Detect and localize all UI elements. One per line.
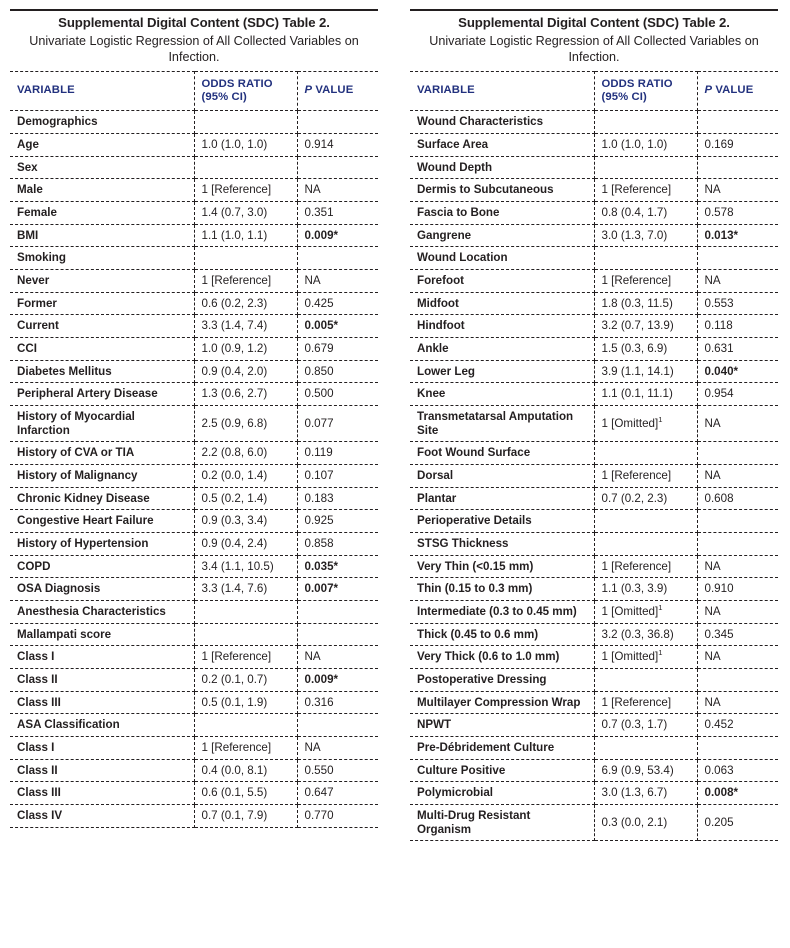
- table-row: [10, 669, 378, 692]
- cell-variable: ASA Classification: [10, 714, 194, 737]
- table-subtitle-left: Univariate Logistic Regression of All Collected Variables on Infection.: [29, 33, 359, 65]
- cell-p-value: 0.578: [697, 201, 778, 224]
- cell-p-value: 0.107: [297, 465, 378, 488]
- cell-odds-ratio: 0.9 (0.3, 3.4): [194, 510, 297, 533]
- column-header-variable: VARIABLE: [10, 71, 194, 111]
- cell-odds-ratio: [594, 442, 697, 465]
- cell-variable: Polymicrobial: [410, 782, 594, 805]
- table-row: [10, 759, 378, 782]
- table-row: [410, 179, 778, 202]
- cell-p-value: 0.005*: [297, 315, 378, 338]
- odds-ratio-label-line2: (95% CI): [201, 90, 247, 103]
- cell-variable: Multi-Drug Resistant Organism: [410, 805, 594, 841]
- cell-variable: Class I: [10, 737, 194, 760]
- table-row: [410, 737, 778, 760]
- cell-p-value: NA: [297, 179, 378, 202]
- cell-p-value: 0.008*: [697, 782, 778, 805]
- table-row: [10, 442, 378, 465]
- cell-p-value: 0.077: [297, 406, 378, 442]
- cell-p-value: 0.013*: [697, 224, 778, 247]
- table-row: [10, 714, 378, 737]
- cell-variable: Current: [10, 315, 194, 338]
- cell-variable: Former: [10, 292, 194, 315]
- table-row: [410, 805, 778, 841]
- table-row: [410, 465, 778, 488]
- cell-p-value: 0.169: [697, 133, 778, 156]
- cell-odds-ratio: [194, 601, 297, 624]
- cell-p-value: [697, 669, 778, 692]
- cell-variable: Sex: [10, 156, 194, 179]
- cell-p-value: NA: [697, 269, 778, 292]
- cell-odds-ratio: 0.2 (0.1, 0.7): [194, 669, 297, 692]
- cell-odds-ratio: 3.2 (0.3, 36.8): [594, 623, 697, 646]
- cell-p-value: NA: [697, 691, 778, 714]
- cell-p-value: NA: [697, 179, 778, 202]
- table-row: [10, 406, 378, 442]
- cell-odds-ratio: [194, 156, 297, 179]
- table-row: [410, 269, 778, 292]
- table-row: [410, 315, 778, 338]
- cell-variable: History of Malignancy: [10, 465, 194, 488]
- cell-p-value: NA: [297, 737, 378, 760]
- cell-variable: Demographics: [10, 111, 194, 134]
- cell-variable: Female: [10, 201, 194, 224]
- cell-odds-ratio: 1.0 (1.0, 1.0): [194, 133, 297, 156]
- cell-p-value: [697, 533, 778, 556]
- cell-odds-ratio: 1 [Reference]: [194, 646, 297, 669]
- cell-odds-ratio: 3.0 (1.3, 6.7): [594, 782, 697, 805]
- table-row: [410, 759, 778, 782]
- table-row: [410, 669, 778, 692]
- table-header-row: [10, 71, 378, 111]
- table-row: [10, 623, 378, 646]
- table-row: [10, 737, 378, 760]
- table-row: [410, 691, 778, 714]
- cell-odds-ratio: 1 [Reference]: [594, 691, 697, 714]
- cell-p-value: 0.770: [297, 805, 378, 828]
- cell-p-value: [297, 714, 378, 737]
- odds-ratio-label-line1: ODDS RATIO: [201, 77, 273, 90]
- cell-p-value: [297, 247, 378, 270]
- footnote-marker: 1: [658, 648, 663, 658]
- table-row: [10, 133, 378, 156]
- cell-variable: Wound Location: [410, 247, 594, 270]
- cell-variable: Class III: [10, 782, 194, 805]
- cell-variable: Surface Area: [410, 133, 594, 156]
- cell-odds-ratio: [194, 247, 297, 270]
- cell-variable: Plantar: [410, 487, 594, 510]
- cell-p-value: 0.679: [297, 337, 378, 360]
- cell-odds-ratio: 6.9 (0.9, 53.4): [594, 759, 697, 782]
- cell-p-value: 0.119: [297, 442, 378, 465]
- p-value-italic-p: P: [704, 84, 713, 97]
- cell-odds-ratio: 0.7 (0.1, 7.9): [194, 805, 297, 828]
- cell-variable: History of Myocardial Infarction: [10, 406, 194, 442]
- table-row: [10, 156, 378, 179]
- cell-variable: NPWT: [410, 714, 594, 737]
- cell-p-value: 0.009*: [297, 224, 378, 247]
- cell-odds-ratio: [594, 737, 697, 760]
- cell-p-value: [297, 623, 378, 646]
- cell-p-value: 0.631: [697, 337, 778, 360]
- table-row: [410, 510, 778, 533]
- cell-odds-ratio: 0.9 (0.4, 2.4): [194, 533, 297, 556]
- cell-p-value: 0.925: [297, 510, 378, 533]
- cell-odds-ratio: 3.0 (1.3, 7.0): [594, 224, 697, 247]
- table-row: [410, 247, 778, 270]
- cell-odds-ratio: 1 [Omitted]$^1$: [594, 646, 697, 669]
- cell-p-value: 0.040*: [697, 360, 778, 383]
- table-row: [410, 156, 778, 179]
- cell-p-value: NA: [697, 406, 778, 442]
- cell-odds-ratio: 1.4 (0.7, 3.0): [194, 201, 297, 224]
- cell-odds-ratio: 1 [Reference]: [594, 465, 697, 488]
- cell-odds-ratio: 1 [Reference]: [194, 269, 297, 292]
- cell-variable: Male: [10, 179, 194, 202]
- cell-odds-ratio: 3.9 (1.1, 14.1): [594, 360, 697, 383]
- cell-variable: Wound Depth: [410, 156, 594, 179]
- table-row: [410, 714, 778, 737]
- cell-variable: Class II: [10, 759, 194, 782]
- table-row: [410, 578, 778, 601]
- table-row: [10, 337, 378, 360]
- table-row: [410, 224, 778, 247]
- cell-odds-ratio: 0.4 (0.0, 8.1): [194, 759, 297, 782]
- table-subtitle-right: Univariate Logistic Regression of All Collected Variables on Infection.: [429, 33, 759, 65]
- cell-odds-ratio: 2.2 (0.8, 6.0): [194, 442, 297, 465]
- table-row: [10, 269, 378, 292]
- table-row: [10, 224, 378, 247]
- cell-p-value: [297, 156, 378, 179]
- table-row: [10, 533, 378, 556]
- cell-p-value: 0.351: [297, 201, 378, 224]
- cell-variable: History of CVA or TIA: [10, 442, 194, 465]
- cell-variable: History of Hypertension: [10, 533, 194, 556]
- cell-p-value: 0.425: [297, 292, 378, 315]
- footnote-marker: 1: [658, 414, 663, 424]
- cell-p-value: 0.183: [297, 487, 378, 510]
- cell-p-value: 0.647: [297, 782, 378, 805]
- cell-odds-ratio: 0.8 (0.4, 1.7): [594, 201, 697, 224]
- cell-variable: Dermis to Subcutaneous: [410, 179, 594, 202]
- column-header-p-value: [297, 71, 378, 111]
- cell-p-value: NA: [697, 555, 778, 578]
- table-row: [10, 383, 378, 406]
- table-row: [10, 601, 378, 624]
- column-header-odds-ratio: [594, 71, 697, 111]
- cell-odds-ratio: 0.6 (0.1, 5.5): [194, 782, 297, 805]
- table-row: [410, 646, 778, 669]
- cell-odds-ratio: 1.1 (0.1, 11.1): [594, 383, 697, 406]
- cell-odds-ratio: 1.8 (0.3, 11.5): [594, 292, 697, 315]
- table-row: [410, 487, 778, 510]
- cell-variable: Culture Positive: [410, 759, 594, 782]
- cell-variable: CCI: [10, 337, 194, 360]
- cell-p-value: 0.910: [697, 578, 778, 601]
- cell-odds-ratio: 0.9 (0.4, 2.0): [194, 360, 297, 383]
- table-row: [10, 292, 378, 315]
- table-row: [10, 578, 378, 601]
- cell-variable: Perioperative Details: [410, 510, 594, 533]
- cell-p-value: NA: [297, 646, 378, 669]
- cell-odds-ratio: 0.7 (0.2, 2.3): [594, 487, 697, 510]
- p-value-label-rest: VALUE: [312, 84, 354, 97]
- cell-variable: Class IV: [10, 805, 194, 828]
- univariate-regression-table-left: [10, 71, 378, 828]
- table-row: [410, 555, 778, 578]
- cell-odds-ratio: 3.2 (0.7, 13.9): [594, 315, 697, 338]
- table-row: [10, 646, 378, 669]
- cell-variable: Peripheral Artery Disease: [10, 383, 194, 406]
- column-header-p-value: [697, 71, 778, 111]
- table-row: [410, 133, 778, 156]
- cell-odds-ratio: 0.5 (0.1, 1.9): [194, 691, 297, 714]
- table-body-right: [410, 111, 778, 841]
- cell-variable: Midfoot: [410, 292, 594, 315]
- cell-odds-ratio: [594, 156, 697, 179]
- cell-odds-ratio: [194, 623, 297, 646]
- cell-odds-ratio: 1 [Reference]: [194, 179, 297, 202]
- cell-p-value: 0.954: [697, 383, 778, 406]
- cell-variable: Mallampati score: [10, 623, 194, 646]
- table-row: [10, 805, 378, 828]
- cell-odds-ratio: 1 [Reference]: [194, 737, 297, 760]
- cell-odds-ratio: 1 [Reference]: [594, 179, 697, 202]
- cell-variable: Class II: [10, 669, 194, 692]
- cell-odds-ratio: 1.1 (0.3, 3.9): [594, 578, 697, 601]
- cell-variable: Very Thin (<0.15 mm): [410, 555, 594, 578]
- cell-p-value: NA: [297, 269, 378, 292]
- table-row: [10, 111, 378, 134]
- cell-variable: Transmetatarsal Amputation Site: [410, 406, 594, 442]
- cell-variable: STSG Thickness: [410, 533, 594, 556]
- cell-p-value: NA: [697, 465, 778, 488]
- table-row: [10, 247, 378, 270]
- table-row: [10, 201, 378, 224]
- cell-p-value: 0.500: [297, 383, 378, 406]
- cell-p-value: [297, 111, 378, 134]
- cell-p-value: 0.009*: [297, 669, 378, 692]
- column-header-variable: VARIABLE: [410, 71, 594, 111]
- cell-p-value: 0.035*: [297, 555, 378, 578]
- cell-variable: Intermediate (0.3 to 0.45 mm): [410, 601, 594, 624]
- table-title-left: Supplemental Digital Content (SDC) Table 2.: [58, 15, 330, 30]
- cell-variable: Foot Wound Surface: [410, 442, 594, 465]
- cell-variable: Chronic Kidney Disease: [10, 487, 194, 510]
- cell-variable: Ankle: [410, 337, 594, 360]
- cell-odds-ratio: 0.2 (0.0, 1.4): [194, 465, 297, 488]
- cell-variable: Fascia to Bone: [410, 201, 594, 224]
- cell-odds-ratio: [594, 669, 697, 692]
- column-header-odds-ratio: [194, 71, 297, 111]
- cell-p-value: [697, 111, 778, 134]
- cell-variable: Anesthesia Characteristics: [10, 601, 194, 624]
- cell-p-value: 0.553: [697, 292, 778, 315]
- table-row: [410, 782, 778, 805]
- table-row: [410, 533, 778, 556]
- cell-variable: Multilayer Compression Wrap: [410, 691, 594, 714]
- cell-p-value: 0.316: [297, 691, 378, 714]
- cell-odds-ratio: 1 [Reference]: [594, 269, 697, 292]
- cell-p-value: 0.205: [697, 805, 778, 841]
- table-row: [10, 465, 378, 488]
- cell-odds-ratio: [194, 111, 297, 134]
- table-row: [10, 691, 378, 714]
- cell-variable: Postoperative Dressing: [410, 669, 594, 692]
- cell-odds-ratio: 1 [Omitted]$^1$: [594, 406, 697, 442]
- cell-variable: Smoking: [10, 247, 194, 270]
- table-row: [10, 555, 378, 578]
- cell-p-value: 0.608: [697, 487, 778, 510]
- table-row: [410, 360, 778, 383]
- cell-p-value: [297, 601, 378, 624]
- table-caption-left: [10, 11, 378, 71]
- table-header-row: [410, 71, 778, 111]
- p-value-italic-p: P: [304, 84, 313, 97]
- cell-variable: Very Thick (0.6 to 1.0 mm): [410, 646, 594, 669]
- table-body-left: [10, 111, 378, 828]
- table-row: [10, 315, 378, 338]
- cell-variable: Dorsal: [410, 465, 594, 488]
- cell-odds-ratio: 1.5 (0.3, 6.9): [594, 337, 697, 360]
- cell-odds-ratio: 0.3 (0.0, 2.1): [594, 805, 697, 841]
- cell-variable: Gangrene: [410, 224, 594, 247]
- univariate-regression-table-right: [410, 71, 778, 842]
- cell-variable: Thin (0.15 to 0.3 mm): [410, 578, 594, 601]
- cell-variable: Knee: [410, 383, 594, 406]
- cell-variable: Congestive Heart Failure: [10, 510, 194, 533]
- cell-variable: Forefoot: [410, 269, 594, 292]
- table-row: [10, 487, 378, 510]
- table-row: [410, 601, 778, 624]
- cell-odds-ratio: [594, 247, 697, 270]
- sdc-table-panel-right: [410, 0, 778, 948]
- cell-odds-ratio: 1.1 (1.0, 1.1): [194, 224, 297, 247]
- table-row: [10, 179, 378, 202]
- cell-variable: Hindfoot: [410, 315, 594, 338]
- cell-p-value: [697, 442, 778, 465]
- p-value-label-rest: VALUE: [712, 84, 754, 97]
- cell-odds-ratio: 3.3 (1.4, 7.6): [194, 578, 297, 601]
- table-title-right: Supplemental Digital Content (SDC) Table 2.: [458, 15, 730, 30]
- cell-p-value: NA: [697, 601, 778, 624]
- cell-p-value: [697, 247, 778, 270]
- table-caption-right: [410, 11, 778, 71]
- cell-odds-ratio: [594, 111, 697, 134]
- sdc-table-panel-left: [10, 0, 378, 948]
- cell-p-value: 0.914: [297, 133, 378, 156]
- cell-odds-ratio: 1.0 (1.0, 1.0): [594, 133, 697, 156]
- table-row: [410, 442, 778, 465]
- cell-odds-ratio: [594, 533, 697, 556]
- table-row: [410, 292, 778, 315]
- cell-variable: OSA Diagnosis: [10, 578, 194, 601]
- cell-variable: Lower Leg: [410, 360, 594, 383]
- cell-odds-ratio: 0.6 (0.2, 2.3): [194, 292, 297, 315]
- table-row: [10, 782, 378, 805]
- table-row: [10, 360, 378, 383]
- cell-p-value: 0.550: [297, 759, 378, 782]
- cell-p-value: NA: [697, 646, 778, 669]
- cell-odds-ratio: 3.3 (1.4, 7.4): [194, 315, 297, 338]
- table-row: [410, 623, 778, 646]
- cell-variable: Class I: [10, 646, 194, 669]
- cell-odds-ratio: 1.3 (0.6, 2.7): [194, 383, 297, 406]
- cell-variable: BMI: [10, 224, 194, 247]
- table-row: [410, 337, 778, 360]
- odds-ratio-label-line1: ODDS RATIO: [601, 77, 673, 90]
- cell-p-value: 0.345: [697, 623, 778, 646]
- cell-p-value: [697, 510, 778, 533]
- cell-odds-ratio: [194, 714, 297, 737]
- odds-ratio-label-line2: (95% CI): [601, 90, 647, 103]
- cell-variable: Thick (0.45 to 0.6 mm): [410, 623, 594, 646]
- cell-variable: COPD: [10, 555, 194, 578]
- cell-p-value: [697, 156, 778, 179]
- cell-p-value: 0.858: [297, 533, 378, 556]
- cell-variable: Never: [10, 269, 194, 292]
- table-row: [410, 111, 778, 134]
- cell-odds-ratio: 1 [Omitted]$^1$: [594, 601, 697, 624]
- cell-p-value: [697, 737, 778, 760]
- cell-variable: Age: [10, 133, 194, 156]
- cell-odds-ratio: 1 [Reference]: [594, 555, 697, 578]
- cell-variable: Class III: [10, 691, 194, 714]
- cell-odds-ratio: 0.5 (0.2, 1.4): [194, 487, 297, 510]
- cell-p-value: 0.850: [297, 360, 378, 383]
- cell-p-value: 0.118: [697, 315, 778, 338]
- cell-variable: Diabetes Mellitus: [10, 360, 194, 383]
- cell-odds-ratio: 1.0 (0.9, 1.2): [194, 337, 297, 360]
- footnote-marker: 1: [658, 603, 663, 613]
- cell-variable: Wound Characteristics: [410, 111, 594, 134]
- cell-p-value: 0.007*: [297, 578, 378, 601]
- cell-variable: Pre-Débridement Culture: [410, 737, 594, 760]
- table-row: [410, 406, 778, 442]
- cell-p-value: 0.452: [697, 714, 778, 737]
- table-row: [410, 383, 778, 406]
- table-row: [410, 201, 778, 224]
- cell-odds-ratio: 0.7 (0.3, 1.7): [594, 714, 697, 737]
- cell-odds-ratio: 3.4 (1.1, 10.5): [194, 555, 297, 578]
- cell-p-value: 0.063: [697, 759, 778, 782]
- cell-odds-ratio: [594, 510, 697, 533]
- cell-odds-ratio: 2.5 (0.9, 6.8): [194, 406, 297, 442]
- table-row: [10, 510, 378, 533]
